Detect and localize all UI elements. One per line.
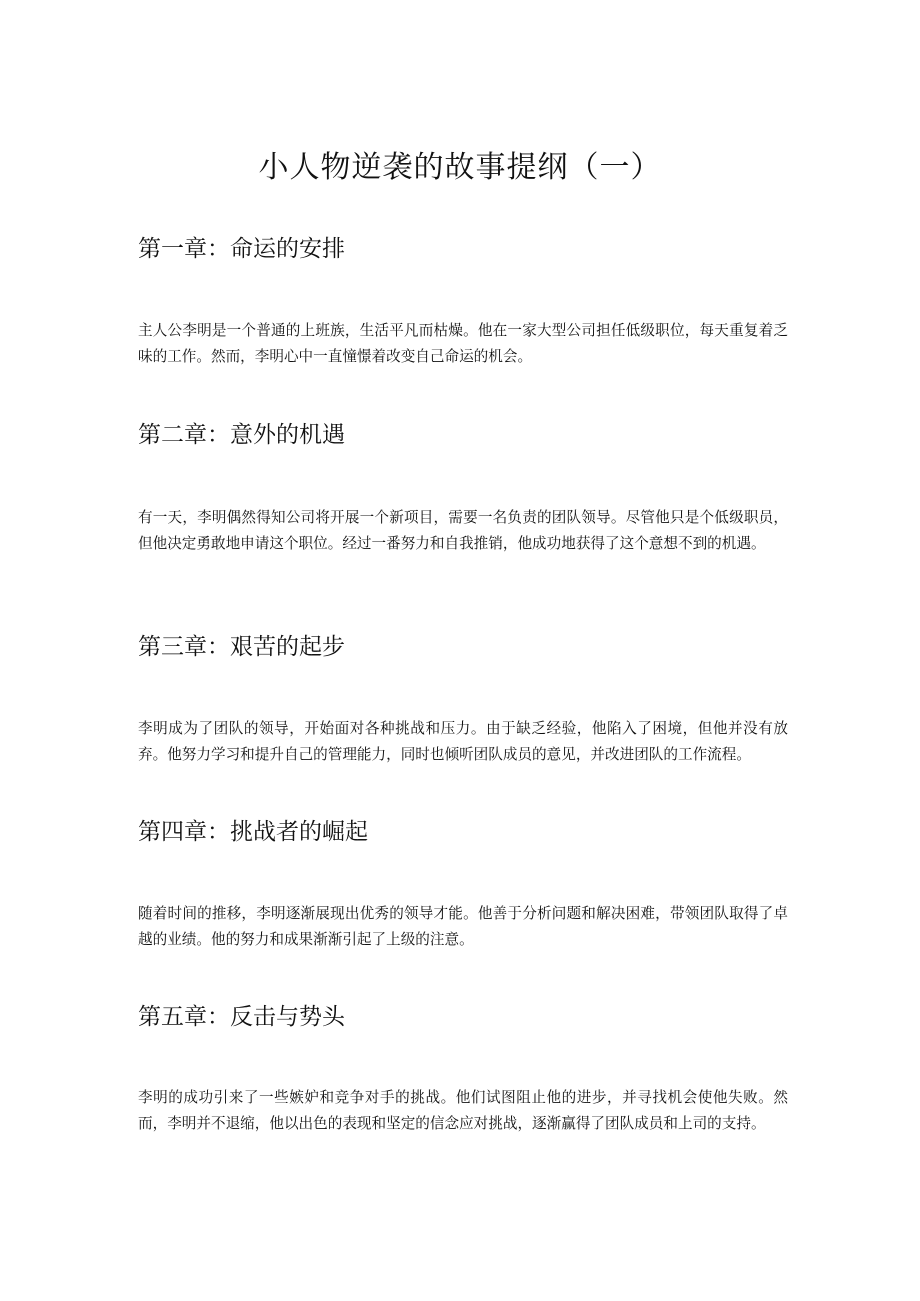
chapter-3-heading: 第三章：艰苦的起步 bbox=[138, 634, 345, 660]
chapter-3-body: 李明成为了团队的领导，开始面对各种挑战和压力。由于缺乏经验，他陷入了困境，但他并没有放弃。他努力学习和提升自己的管理能力，同时也倾听团队成员的意见，并改进团队的工作流程。 bbox=[138, 720, 788, 763]
page-title: 小人物逆袭的故事提纲（一） bbox=[258, 150, 662, 185]
chapter-1-heading: 第一章：命运的安排 bbox=[138, 236, 345, 262]
chapter-4-heading: 第四章：挑战者的崛起 bbox=[138, 819, 368, 845]
chapter-2-heading: 第二章：意外的机遇 bbox=[138, 422, 345, 448]
chapter-5-body: 李明的成功引来了一些嫉妒和竞争对手的挑战。他们试图阻止他的进步，并寻找机会使他失败。然而，李明并不退缩，他以出色的表现和坚定的信念应对挑战，逐渐赢得了团队成员和上司的支持。 bbox=[138, 1089, 788, 1132]
chapter-4-body: 随着时间的推移，李明逐渐展现出优秀的领导才能。他善于分析问题和解决困难，带领团队取得了卓越的业绩。他的努力和成果渐渐引起了上级的注意。 bbox=[138, 905, 788, 948]
chapter-2-body: 有一天，李明偶然得知公司将开展一个新项目，需要一名负责的团队领导。尽管他只是个低级职员，但他决定勇敢地申请这个职位。经过一番努力和自我推销，他成功地获得了这个意想不到的机遇。 bbox=[138, 509, 788, 552]
chapter-1-body: 主人公李明是一个普通的上班族，生活平凡而枯燥。他在一家大型公司担任低级职位，每天重复着乏味的工作。然而，李明心中一直憧憬着改变自己命运的机会。 bbox=[138, 322, 788, 365]
chapter-5-heading: 第五章：反击与势头 bbox=[138, 1004, 345, 1030]
